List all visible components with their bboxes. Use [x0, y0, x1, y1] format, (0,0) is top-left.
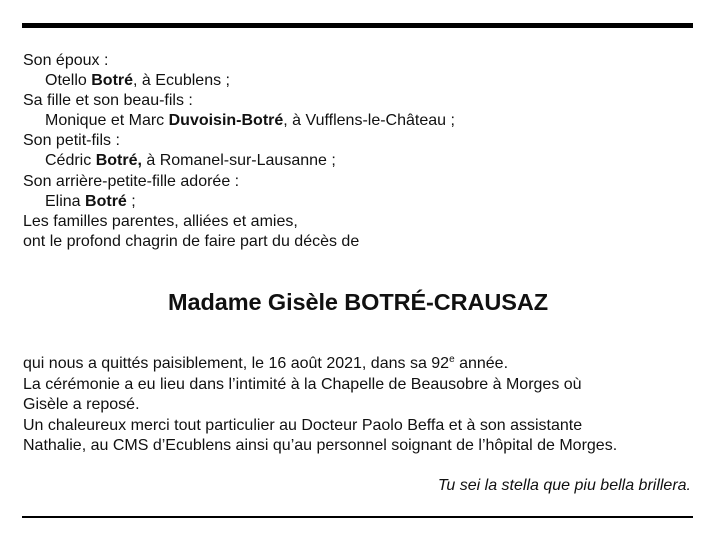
notice-line-2: La cérémonie a eu lieu dans l’intimité à la Chapelle de Beausobre à Morges où: [23, 375, 582, 393]
grandson-label: Son petit-fils :: [23, 132, 120, 150]
announcement-line: ont le profond chagrin de faire part du décès de: [23, 232, 360, 250]
spouse-label: Son époux :: [23, 52, 109, 69]
great-granddaughter-label: Son arrière-petite-fille adorée :: [23, 172, 240, 190]
daughter-label: Sa fille et son beau-fils :: [23, 92, 193, 110]
family-list: [23, 51, 703, 252]
great-granddaughter-first-name: Elina: [45, 192, 86, 210]
notice-text: [23, 354, 713, 457]
bottom-rule: [22, 516, 693, 518]
daughter-surname: Duvoisin-Botré: [168, 112, 284, 130]
grandson-place: à Romanel-sur-Lausanne ;: [141, 152, 336, 170]
grandson-surname: Botré,: [95, 152, 142, 170]
notice-line-1-end: année.: [454, 355, 509, 372]
spouse-entry: [23, 71, 703, 91]
daughter-place: , à Vufflens-le-Château ;: [283, 112, 455, 130]
great-granddaughter-entry: [23, 192, 703, 212]
daughter-entry: [23, 111, 703, 131]
notice-line-1: [23, 354, 713, 375]
notice-line-5: Nathalie, au CMS d’Ecublens ainsi qu’au personnel soignant de l’hôpital de Morges.: [23, 437, 618, 454]
ordinal-superscript: e: [449, 354, 455, 365]
spouse-first-name: Otello: [45, 72, 92, 90]
families-line: Les familles parentes, alliées et amies,: [23, 212, 298, 230]
deceased-name: Madame Gisèle BOTRÉ-CRAUSAZ: [168, 289, 548, 315]
notice-line-4: Un chaleureux merci tout particulier au Docteur Paolo Beffa et à son assistante: [23, 416, 583, 434]
spouse-surname: Botré: [91, 72, 134, 90]
daughter-first-names: Monique et Marc: [45, 112, 169, 130]
top-rule: [22, 23, 693, 28]
great-granddaughter-place: ;: [126, 192, 136, 210]
spouse-place: , à Ecublens ;: [133, 72, 230, 90]
grandson-entry: [23, 151, 703, 171]
notice-line-1-text: qui nous a quittés paisiblement, le 16 août 2021, dans sa 92: [23, 355, 450, 372]
great-granddaughter-surname: Botré: [85, 192, 127, 210]
grandson-first-name: Cédric: [45, 152, 96, 170]
notice-line-3: Gisèle a reposé.: [23, 396, 140, 413]
closing-motto: Tu sei la stella que piu bella brillera.: [437, 477, 691, 494]
